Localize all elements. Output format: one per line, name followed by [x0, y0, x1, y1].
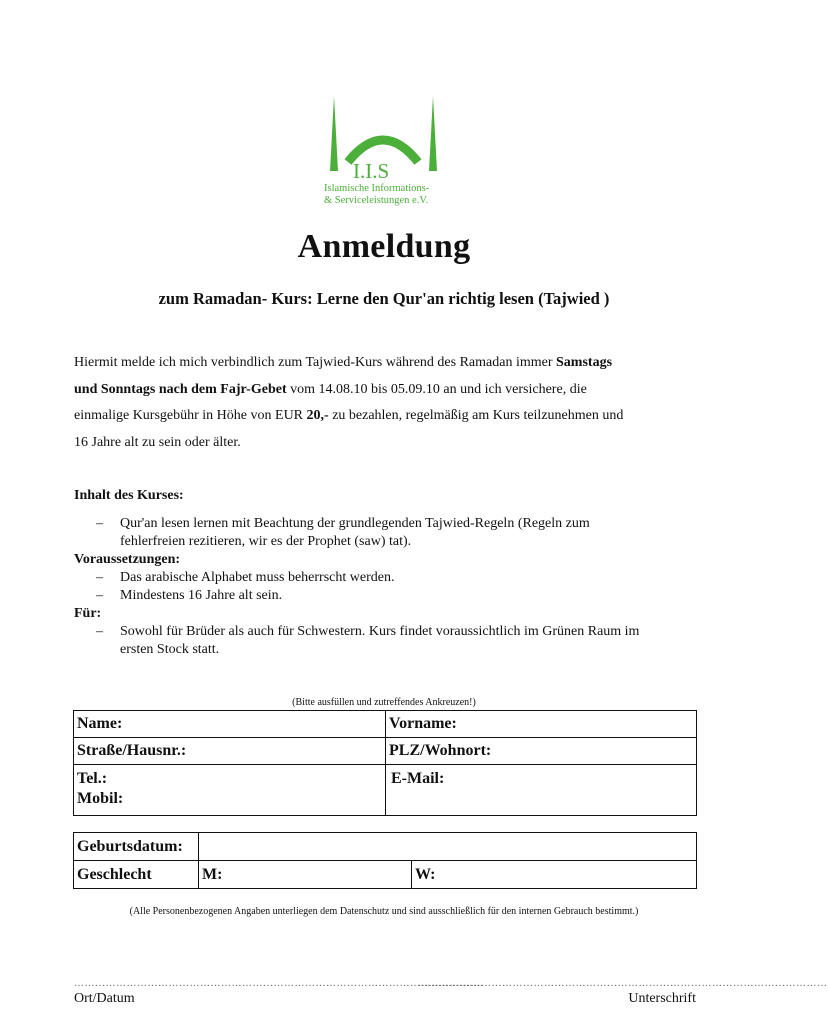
- list-item-text: Sowohl für Brüder als auch für Schwestern. Kurs findet voraussichtlich im Grünen Raum im: [120, 624, 640, 639]
- section-heading-inhalt: Inhalt des Kurses:: [74, 488, 184, 503]
- plz-city-field[interactable]: PLZ/Wohnort:: [386, 738, 697, 765]
- birthdate-field[interactable]: [199, 833, 697, 861]
- right-minaret: [429, 96, 437, 171]
- dash-bullet: –: [96, 624, 103, 639]
- list-item-text: fehlerfreien rezitieren, wir es der Prophet (saw) tat).: [120, 534, 412, 549]
- intro-text: zu bezahlen, regelmäßig am Kurs teilzunehmen und: [328, 408, 624, 423]
- intro-text: Hiermit melde ich mich verbindlich zum Tajwied-Kurs während des Ramadan immer: [74, 355, 557, 370]
- signature-line[interactable]: ………………………………………………………………………………………………………: [418, 978, 828, 989]
- tel-label: Tel.:: [77, 770, 108, 787]
- email-field[interactable]: [386, 765, 697, 816]
- intro-line-3: [74, 403, 699, 430]
- intro-paragraph: [74, 350, 699, 456]
- gender-male-checkbox[interactable]: M:: [199, 861, 412, 889]
- logo-line-1: Islamische Informations-: [324, 183, 430, 194]
- gender-label: Geschlecht: [74, 861, 199, 889]
- intro-line-1: [74, 350, 699, 377]
- intro-text: einmalige Kursgebühr in Höhe von EUR: [74, 408, 307, 423]
- section-heading-voraussetzungen: Voraussetzungen:: [74, 552, 181, 567]
- intro-bold: Samstags: [556, 355, 613, 370]
- list-item: [74, 623, 699, 659]
- page-title: Anmeldung: [297, 228, 471, 265]
- phone-field[interactable]: [74, 765, 386, 816]
- form-instruction: (Bitte ausfüllen und zutreffendes Ankreuzen!): [292, 697, 476, 708]
- table-row: [74, 765, 697, 816]
- list-item-text: Das arabische Alphabet muss beherrscht werden.: [120, 570, 395, 585]
- street-field[interactable]: Straße/Hausnr.:: [74, 738, 386, 765]
- course-details: [74, 487, 699, 659]
- intro-text: 16 Jahre alt zu sein oder älter.: [74, 434, 241, 450]
- left-minaret: [330, 96, 338, 171]
- table-row: [74, 711, 697, 738]
- mobil-label: Mobil:: [77, 790, 124, 807]
- table-row: [74, 738, 697, 765]
- signature-label: Unterschrift: [628, 991, 696, 1006]
- birth-gender-table: [73, 832, 697, 889]
- name-field[interactable]: Name:: [74, 711, 386, 738]
- dash-bullet: –: [96, 516, 103, 531]
- place-date-label: Ort/Datum: [74, 991, 135, 1006]
- dash-bullet: –: [96, 570, 103, 585]
- vorname-field[interactable]: Vorname:: [386, 711, 697, 738]
- organization-logo: [312, 78, 462, 214]
- section-heading-fuer: Für:: [74, 606, 102, 621]
- list-item: [74, 569, 699, 587]
- list-item-text: Qur'an lesen lernen mit Beachtung der grundlegenden Tajwied-Regeln (Regeln zum: [120, 516, 590, 531]
- intro-line-2: [74, 377, 699, 404]
- page-subtitle: zum Ramadan- Kurs: Lerne den Qur'an richtig lesen (Tajwied ): [158, 289, 610, 308]
- table-row: [74, 861, 697, 889]
- list-item: [74, 587, 699, 605]
- list-item: [74, 515, 699, 551]
- birthdate-label: Geburtsdatum:: [74, 833, 199, 861]
- table-row: [74, 833, 697, 861]
- logo-line-2: & Serviceleistungen e.V.: [324, 195, 429, 206]
- gender-female-checkbox[interactable]: W:: [412, 861, 697, 889]
- personal-data-table: [73, 710, 697, 816]
- course-fee: 20,-: [306, 408, 329, 423]
- intro-line-4: [74, 430, 699, 457]
- list-item-text: Mindestens 16 Jahre alt sein.: [120, 588, 283, 603]
- place-date-line[interactable]: ………………………………………………………………………………………………………: [74, 978, 484, 989]
- logo-initials: I.I.S: [353, 159, 390, 183]
- list-item-text: ersten Stock statt.: [120, 642, 220, 657]
- dash-bullet: –: [96, 588, 103, 603]
- mosque-logo-graphic: [312, 78, 462, 214]
- intro-text: vom 14.08.10 bis 05.09.10 an und ich versichere, die: [286, 381, 587, 397]
- privacy-note: (Alle Personenbezogenen Angaben unterliegen dem Datenschutz und sind ausschließlich für den internen Gebrauch bestimmt.): [129, 906, 639, 917]
- email-label: E-Mail:: [391, 770, 445, 787]
- intro-bold: und Sonntags nach dem Fajr-Gebet: [74, 381, 287, 397]
